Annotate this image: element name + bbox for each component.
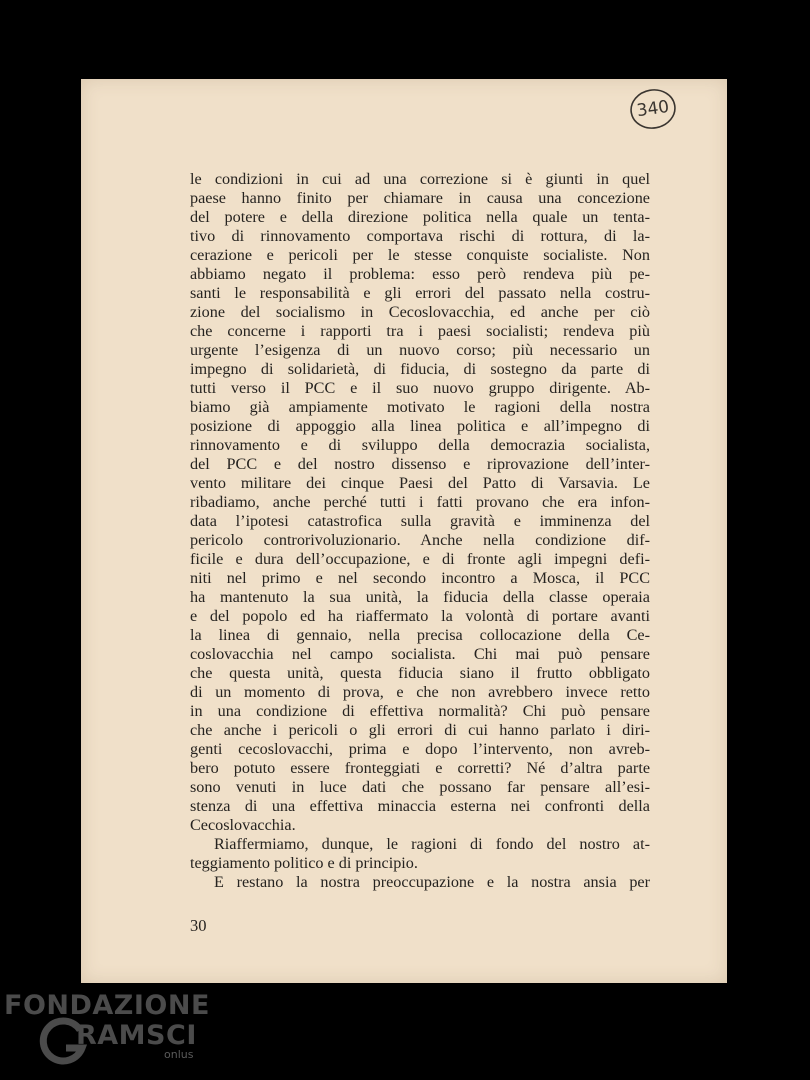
- text-line: paese hanno finito per chiamare in causa una concezione: [190, 189, 650, 207]
- text-line: ficile e dura dell’occupazione, e di fronte agli impegni defi-: [190, 550, 650, 568]
- text-line: ha mantenuto la sua unità, la fiducia della classe operaia: [190, 588, 650, 606]
- watermark-logo: [4, 990, 210, 1076]
- text-line: coslovacchia nel campo socialista. Chi mai può pensare: [190, 645, 650, 663]
- text-line: impegno di solidarietà, di fiducia, di sostegno da parte di: [190, 360, 650, 378]
- text-line: di un momento di prova, e che non avrebbero invece retto: [190, 683, 650, 701]
- text-line: posizione di appoggio alla linea politica e all’impegno di: [190, 417, 650, 435]
- body-text: [190, 170, 650, 892]
- text-line: santi le responsabilità e gli errori del passato nella costru-: [190, 284, 650, 302]
- text-line: urgente l’esigenza di un nuovo corso; più necessario un: [190, 341, 650, 359]
- text-line: in una condizione di effettiva normalità? Chi può pensare: [190, 702, 650, 720]
- text-line: e del popolo ed ha riaffermato la volontà di portare avanti: [190, 607, 650, 625]
- text-line: zione del socialismo in Cecoslovacchia, ed anche per ciò: [190, 303, 650, 321]
- text-line: Cecoslovacchia.: [190, 816, 296, 834]
- text-line: stenza di una effettiva minaccia esterna nei confronti della: [190, 797, 650, 815]
- text-line: abbiamo negato il problema: esso però rendeva più pe-: [190, 265, 650, 283]
- text-line: ribadiamo, anche perché tutti i fatti provano che era infon-: [190, 493, 650, 511]
- text-line: la linea di gennaio, nella precisa collocazione della Ce-: [190, 626, 650, 644]
- logo-onlus: onlus: [164, 1048, 194, 1061]
- archive-mark: [628, 86, 678, 132]
- text-line: rinnovamento e di sviluppo della democrazia socialista,: [190, 436, 650, 454]
- text-line: bero potuto essere fronteggiati e corretti? Né d’altra parte: [190, 759, 650, 777]
- text-line: vento militare dei cinque Paesi del Patto di Varsavia. Le: [190, 474, 650, 492]
- text-line: tutti verso il PCC e il suo nuovo gruppo dirigente. Ab-: [190, 379, 650, 397]
- text-line: niti nel primo e nel secondo incontro a Mosca, il PCC: [190, 569, 650, 587]
- text-line: che anche i pericoli o gli errori di cui hanno parlato i diri-: [190, 721, 650, 739]
- text-line: del potere e della direzione politica nella quale un tenta-: [190, 208, 650, 226]
- text-line: genti cecoslovacchi, prima e dopo l’intervento, non avreb-: [190, 740, 650, 758]
- text-line: E restano la nostra preoccupazione e la nostra ansia per: [214, 873, 650, 891]
- logo-line2: RAMSCI: [76, 1020, 197, 1051]
- text-line: tivo di rinnovamento comportava rischi di rottura, di la-: [190, 227, 650, 245]
- text-line: pericolo controrivoluzionario. Anche nella condizione dif-: [190, 531, 650, 549]
- text-line: che concerne i rapporti tra i paesi socialisti; rendeva più: [190, 322, 650, 340]
- text-line: le condizioni in cui ad una correzione si è giunti in quel: [190, 170, 650, 188]
- text-line: data l’ipotesi catastrofica sulla gravità e imminenza del: [190, 512, 650, 530]
- text-line: Riaffermiamo, dunque, le ragioni di fondo del nostro at-: [214, 835, 650, 853]
- text-line: cerazione e pericoli per le stesse conquiste socialiste. Non: [190, 246, 650, 264]
- text-line: che questa unità, questa fiducia siano il frutto obbligato: [190, 664, 650, 682]
- text-line: del PCC e del nostro dissenso e riprovazione dell’inter-: [190, 455, 650, 473]
- logo-line1: FONDAZIONE: [4, 990, 210, 1021]
- archive-number: 340: [635, 96, 671, 122]
- page-number: 30: [190, 916, 207, 935]
- text-line: biamo già ampiamente motivato le ragioni della nostra: [190, 398, 650, 416]
- text-line: teggiamento politico e di principio.: [190, 854, 418, 872]
- text-line: sono venuti in luce dati che possano far pensare all’esi-: [190, 778, 650, 796]
